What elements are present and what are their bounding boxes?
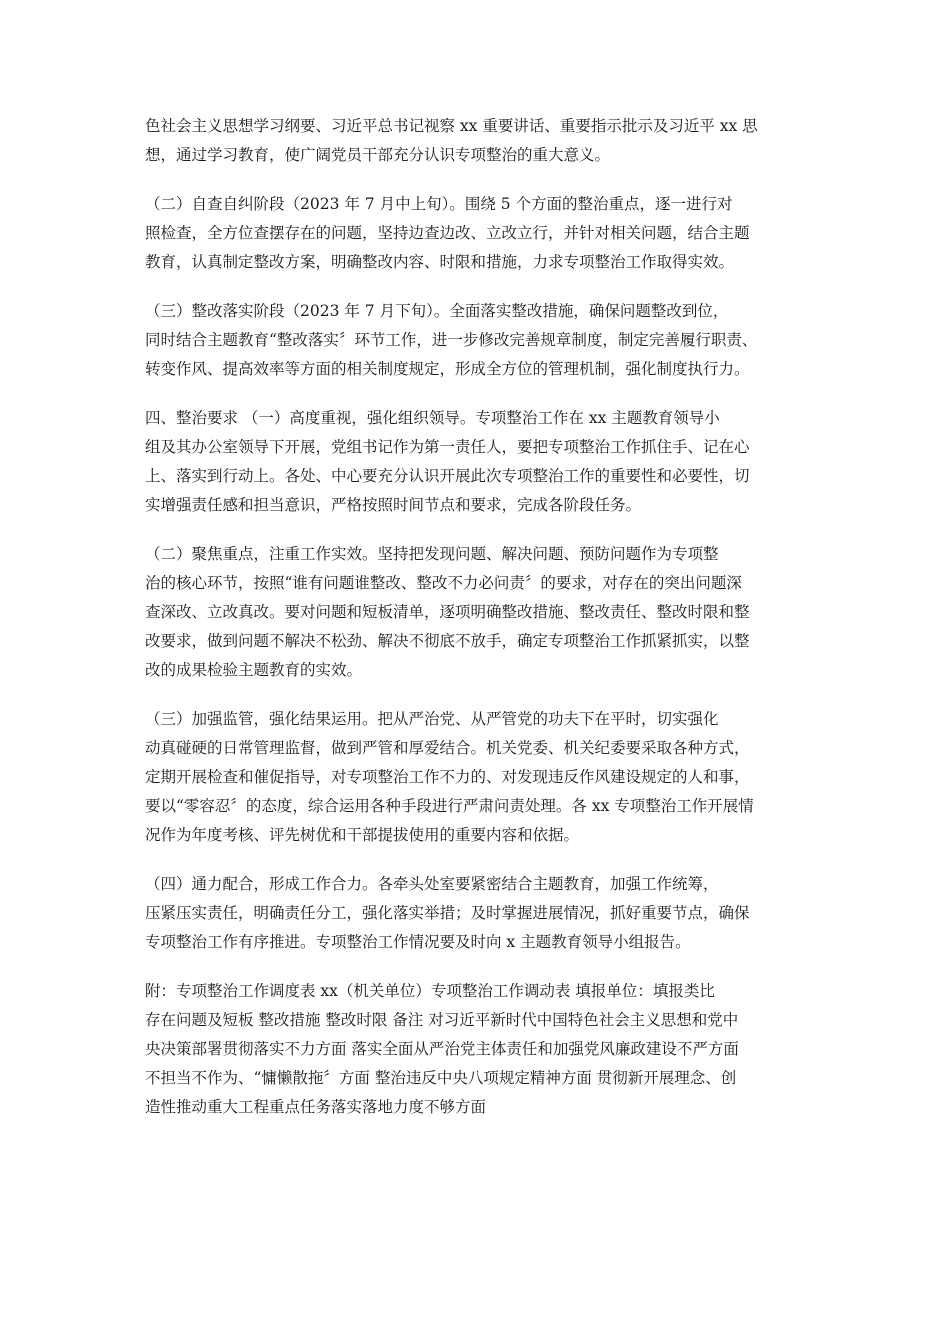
text-line: 组及其办公室领导下开展，党组书记作为第一责任人，要把专项整治工作抓住手、记在心 xyxy=(145,438,750,456)
paragraph xyxy=(145,112,815,170)
text-line: 改的成果检验主题教育的实效。 xyxy=(145,661,363,679)
text-line: 色社会主义思想学习纲要、习近平总书记视察 xx 重要讲话、重要指示批示及习近平 xx 思 xyxy=(145,117,758,135)
text-line: 实增强责任感和担当意识，严格按照时间节点和要求，完成各阶段任务。 xyxy=(145,496,642,514)
text-line: 附：专项整治工作调度表 xx（机关单位）专项整治工作调动表 填报单位：填报类比 xyxy=(145,982,715,1000)
text-line: 定期开展检查和催促指导，对专项整治工作不力的、对发现违反作风建设规定的人和事， xyxy=(145,768,750,786)
text-line: 治的核心环节，按照“谁有问题谁整改、整改不力必问责〞的要求，对存在的突出问题深 xyxy=(145,574,742,592)
text-line: 不担当不作为、“慵懒散拖〞方面 整治违反中央八项规定精神方面 贯彻新开展理念、创 xyxy=(145,1069,737,1087)
text-line: 照检查，全方位查摆存在的问题，坚持边查边改、立改立行，并针对相关问题，结合主题 xyxy=(145,224,750,242)
text-line: 造性推动重大工程重点任务落实落地力度不够方面 xyxy=(145,1098,487,1116)
text-line: （四）通力配合，形成工作合力。各牵头处室要紧密结合主题教育，加强工作统筹， xyxy=(145,875,719,893)
text-line: 教育，认真制定整改方案，明确整改内容、时限和措施，力求专项整治工作取得实效。 xyxy=(145,253,735,271)
text-line: （三）加强监管，强化结果运用。把从严治党、从严管党的功夫下在平时，切实强化 xyxy=(145,710,719,728)
text-line: 要以“零容忍〞的态度，综合运用各种手段进行严肃问责处理。各 xx 专项整治工作开展情 xyxy=(145,797,754,815)
text-line: 上、落实到行动上。各处、中心要充分认识开展此次专项整治工作的重要性和必要性，切 xyxy=(145,467,750,485)
text-line: （三）整改落实阶段（2023 年 7 月下旬）。全面落实整改措施，确保问题整改到位， xyxy=(145,302,729,320)
text-line: 专项整治工作有序推进。专项整治工作情况要及时向 x 主题教育领导小组报告。 xyxy=(145,933,691,951)
text-line: 同时结合主题教育“整改落实〞环节工作，进一步修改完善规章制度，制定完善履行职责、 xyxy=(145,331,758,349)
text-line: 四、整治要求 （一）高度重视，强化组织领导。专项整治工作在 xx 主题教育领导小 xyxy=(145,409,720,427)
paragraph xyxy=(145,297,815,384)
text-line: 查深改、立改真改。要对问题和短板清单，逐项明确整改措施、整改责任、整改时限和整 xyxy=(145,603,750,621)
text-line: 动真碰硬的日常管理监督，做到严管和厚爱结合。机关党委、机关纪委要采取各种方式， xyxy=(145,739,750,757)
text-line: （二）聚焦重点，注重工作实效。坚持把发现问题、解决问题、预防问题作为专项整 xyxy=(145,545,719,563)
text-line: 想，通过学习教育，使广阔党员干部充分认识专项整治的重大意义。 xyxy=(145,146,611,164)
paragraph xyxy=(145,705,815,850)
text-line: 转变作风、提高效率等方面的相关制度规定，形成全方位的管理机制，强化制度执行力。 xyxy=(145,360,750,378)
text-line: 央决策部署贯彻落实不力方面 落实全面从严治党主体责任和加强党风廉政建设不严方面 xyxy=(145,1040,739,1058)
text-line: 况作为年度考核、评先树优和干部提拔使用的重要内容和依据。 xyxy=(145,826,580,844)
paragraph xyxy=(145,870,815,957)
paragraph xyxy=(145,190,815,277)
paragraph xyxy=(145,404,815,520)
document-body xyxy=(145,112,815,1142)
text-line: 存在问题及短板 整改措施 整改时限 备注 对习近平新时代中国特色社会主义思想和党中 xyxy=(145,1011,739,1029)
paragraph xyxy=(145,977,815,1122)
text-line: 改要求，做到问题不解决不松劲、解决不彻底不放手，确定专项整治工作抓紧抓实，以整 xyxy=(145,632,750,650)
text-line: （二）自查自纠阶段（2023 年 7 月中上旬）。围绕 5 个方面的整治重点，逐一进行对 xyxy=(145,195,733,213)
paragraph xyxy=(145,540,815,685)
text-line: 压紧压实责任，明确责任分工，强化落实举措；及时掌握进展情况，抓好重要节点，确保 xyxy=(145,904,750,922)
